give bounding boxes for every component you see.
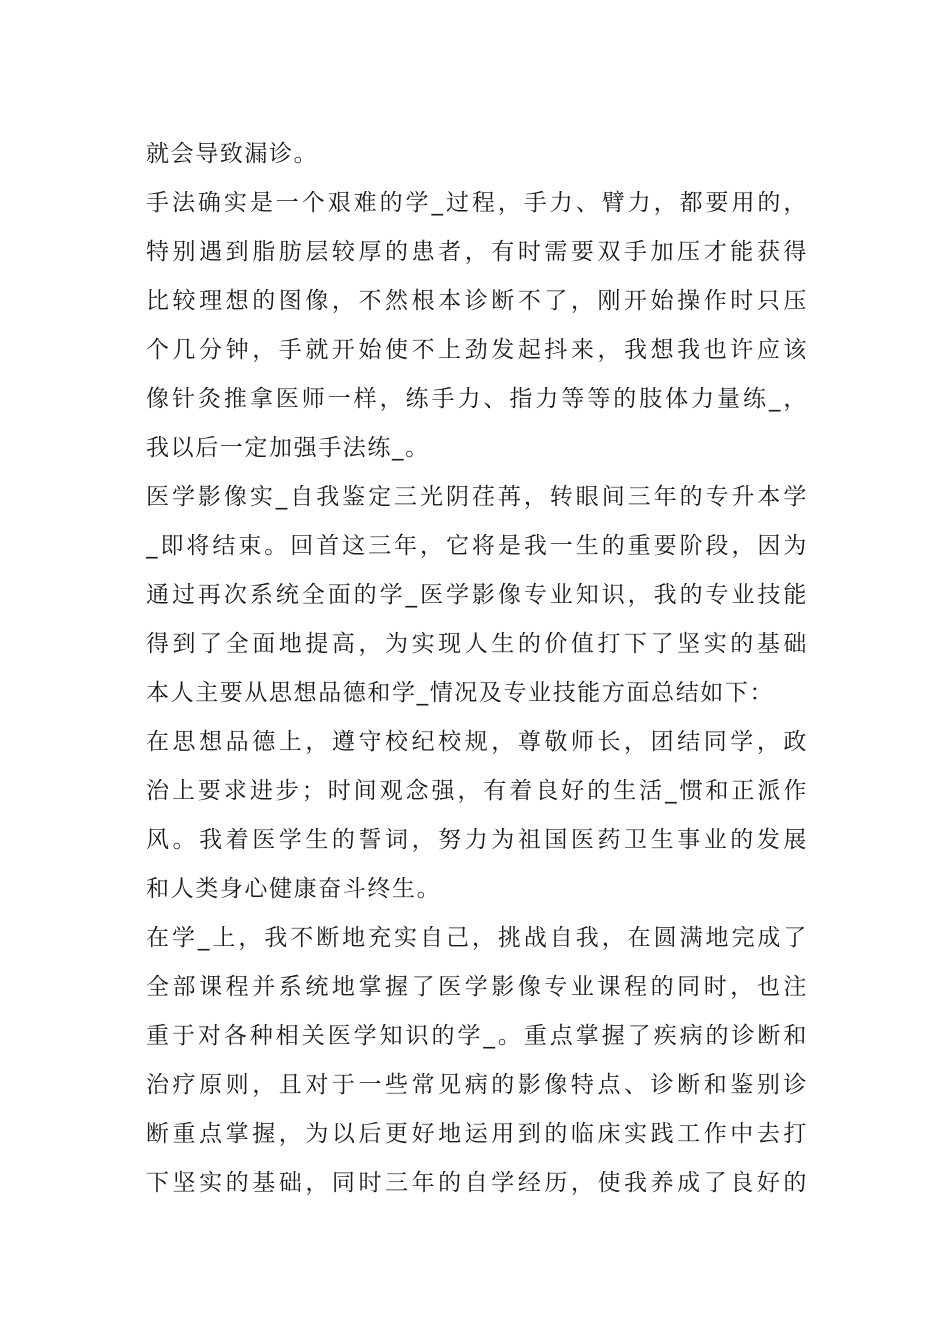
text-line: 个几分钟，手就开始使不上劲发起抖来，我想我也许应该 [146,337,808,363]
text-line: 我以后一定加强手法练_。 [146,435,430,461]
document-body [146,130,808,1208]
text-line: _即将结束。回首这三年，它将是我一生的重要阶段，因为 [146,533,808,559]
text-line: 手法确实是一个艰难的学_过程，手力、臂力，都要用的， [146,190,808,216]
text-line: 治上要求进步；时间观念强，有着良好的生活_惯和正派作 [146,778,808,804]
paragraph [146,473,808,718]
text-line: 在学_上，我不断地充实自己，挑战自我，在圆满地完成了 [146,925,808,951]
paragraph [146,179,808,473]
text-line: 治疗原则，且对于一些常见病的影像特点、诊断和鉴别诊 [146,1072,808,1098]
text-line: 通过再次系统全面的学_医学影像专业知识，我的专业技能 [146,582,808,608]
text-line: 重于对各种相关医学知识的学_。重点掌握了疾病的诊断和 [146,1023,808,1049]
text-line: 和人类身心健康奋斗终生。 [146,876,442,902]
text-line: 医学影像实_自我鉴定三光阴荏苒，转眼间三年的专升本学 [146,484,808,510]
text-line: 特别遇到脂肪层较厚的患者，有时需要双手加压才能获得 [146,239,808,265]
text-line: 断重点掌握，为以后更好地运用到的临床实践工作中去打 [146,1121,808,1147]
paragraph [146,130,808,179]
text-line: 就会导致漏诊。 [146,141,319,167]
text-line: 风。我着医学生的誓词，努力为祖国医药卫生事业的发展 [146,827,808,853]
text-line: 得到了全面地提高，为实现人生的价值打下了坚实的基础 [146,631,808,657]
paragraph [146,914,808,1208]
text-line: 在思想品德上，遵守校纪校规，尊敬师长，团结同学，政 [146,729,808,755]
text-line: 像针灸推拿医师一样，练手力、指力等等的肢体力量练_， [146,386,808,412]
text-line: 下坚实的基础，同时三年的自学经历，使我养成了良好的 [146,1170,808,1196]
text-line: 本人主要从思想品德和学_情况及专业技能方面总结如下： [146,680,775,706]
paragraph [146,718,808,914]
text-line: 比较理想的图像，不然根本诊断不了，刚开始操作时只压 [146,288,808,314]
text-line: 全部课程并系统地掌握了医学影像专业课程的同时，也注 [146,974,808,1000]
